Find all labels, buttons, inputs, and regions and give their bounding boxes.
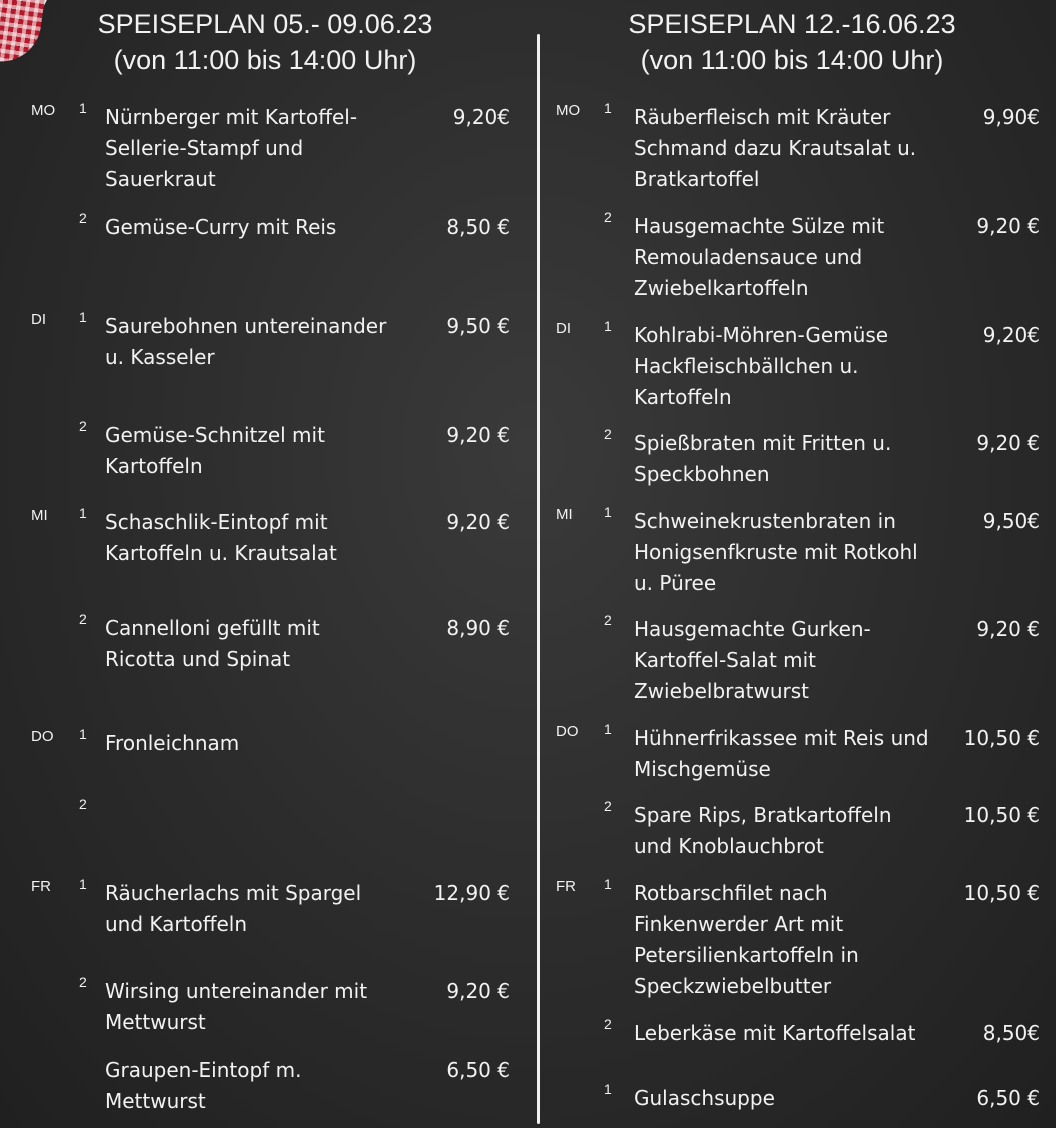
dish-name: Fronleichnam [105,731,240,755]
menu-number: 2 [79,418,87,434]
dish-name: Kohlrabi-Möhren-Gemüse Hackfleischbällchen u. Kartoffeln [634,323,889,409]
week-header [532,6,1052,78]
menu-number: 1 [79,100,87,116]
weekday-label: DI [31,311,46,328]
weekday-label: MO [556,102,581,119]
weekday-label: MI [556,506,573,523]
weekday-label: MI [31,507,48,524]
menu-number: 2 [604,209,612,225]
menu-number: 1 [604,876,612,892]
weekday-label: DI [556,320,571,337]
menu-item [532,1081,1056,1110]
menu-item [532,318,1056,409]
dish-name: Hühnerfrikassee mit Reis und Mischgemüse [634,726,929,781]
menu-item [532,721,1056,781]
menu-number: 2 [79,974,87,990]
menu-number: 1 [79,876,87,892]
dish-price: 8,50 € [446,215,510,239]
serving-hours: (von 11:00 bis 14:00 Uhr) [113,45,417,75]
dish-price: 8,90 € [446,616,510,640]
menu-item [0,309,530,369]
menu-item [0,726,530,755]
dish-name: Gemüse-Curry mit Reis [105,215,337,239]
menu-number: 1 [604,1081,612,1097]
menu-number: 1 [604,504,612,520]
menu-number: 1 [604,721,612,737]
dish-price: 10,50 € [963,881,1040,905]
week-title: SPEISEPLAN 05.- 09.06.23 [97,9,433,39]
weekday-label: FR [556,878,576,895]
menu-item [0,100,530,191]
menu-item [532,876,1056,998]
dish-name: Räucherlachs mit Spargel und Kartoffeln [105,881,362,936]
dish-name: Schaschlik-Eintopf mit Kartoffeln u. Krautsalat [105,510,337,565]
dish-price: 9,50 € [446,314,510,338]
menu-number: 1 [604,100,612,116]
menu-item [0,505,530,565]
menu-number: 1 [79,309,87,325]
menu-number: 2 [79,210,87,226]
dish-price: 6,50 € [976,1086,1040,1110]
weekday-label: FR [31,878,51,895]
menu-item [532,209,1056,300]
dish-price: 9,20 € [976,214,1040,238]
dish-name: Nürnberger mit Kartoffel- Sellerie-Stampf und Sauerkraut [105,105,358,191]
menu-number: 1 [604,318,612,334]
menu-number: 2 [79,611,87,627]
weekday-label: MO [31,102,56,119]
menu-item [532,504,1056,595]
menu-number: 2 [604,612,612,628]
dish-name: Gulaschsuppe [634,1086,775,1110]
menu-item [0,210,530,239]
dish-name: Hausgemachte Sülze mit Remouladensauce und Zwiebelkartoffeln [634,214,885,300]
dish-name: Spießbraten mit Fritten u. Speckbohnen [634,431,892,486]
dish-name: Rotbarschfilet nach Finkenwerder Art mit Petersilienkartoffeln in Speckzwiebelbutter [634,881,859,998]
dish-price: 10,50 € [963,803,1040,827]
dish-name: Graupen-Eintopf m. Mettwurst [105,1058,302,1113]
dish-price: 9,20 € [446,423,510,447]
dish-name: Saurebohnen untereinander u. Kasseler [105,314,387,369]
week-title: SPEISEPLAN 12.-16.06.23 [628,9,956,39]
menu-item [532,612,1056,703]
menu-item [532,1016,1056,1045]
dish-price: 9,90€ [982,105,1040,129]
menu-item [532,426,1056,486]
menu-number: 2 [604,1016,612,1032]
column-divider [537,34,540,1124]
weekday-label: DO [556,723,579,740]
week-header [0,6,530,78]
menu-item [0,876,530,936]
dish-name: Gemüse-Schnitzel mit Kartoffeln [105,423,325,478]
dish-price: 9,20 € [446,979,510,1003]
menu-item [0,418,530,478]
dish-name: Spare Rips, Bratkartoffeln und Knoblauchbrot [634,803,892,858]
dish-price: 12,90 € [433,881,510,905]
dish-price: 9,20 € [976,617,1040,641]
menu-number: 2 [604,426,612,442]
dish-price: 9,20€ [452,105,510,129]
dish-price: 9,20 € [976,431,1040,455]
dish-name: Hausgemachte Gurken- Kartoffel-Salat mit Zwiebelbratwurst [634,617,871,703]
menu-number: 2 [79,796,87,812]
dish-price: 9,20€ [982,323,1040,347]
menu-number: 1 [79,726,87,742]
menu-item [0,796,530,812]
menu-number: 2 [604,798,612,814]
dish-name: Schweinekrustenbraten in Honigsenfkruste mit Rotkohl u. Püree [634,509,918,595]
menu-item [0,974,530,1034]
menu-item [0,1055,530,1113]
dish-name: Leberkäse mit Kartoffelsalat [634,1021,916,1045]
dish-price: 10,50 € [963,726,1040,750]
menu-item [532,798,1056,858]
dish-name: Räuberfleisch mit Kräuter Schmand dazu Krautsalat u. Bratkartoffel [634,105,917,191]
menu-item [0,611,530,671]
weekday-label: DO [31,728,54,745]
menu-item [532,100,1056,191]
dish-price: 9,50€ [982,509,1040,533]
dish-name: Wirsing untereinander mit Mettwurst [105,979,368,1034]
menu-number: 1 [79,505,87,521]
dish-price: 6,50 € [446,1058,510,1082]
dish-price: 9,20 € [446,510,510,534]
dish-name: Cannelloni gefüllt mit Ricotta und Spinat [105,616,320,671]
dish-price: 8,50€ [982,1021,1040,1045]
serving-hours: (von 11:00 bis 14:00 Uhr) [640,45,944,75]
